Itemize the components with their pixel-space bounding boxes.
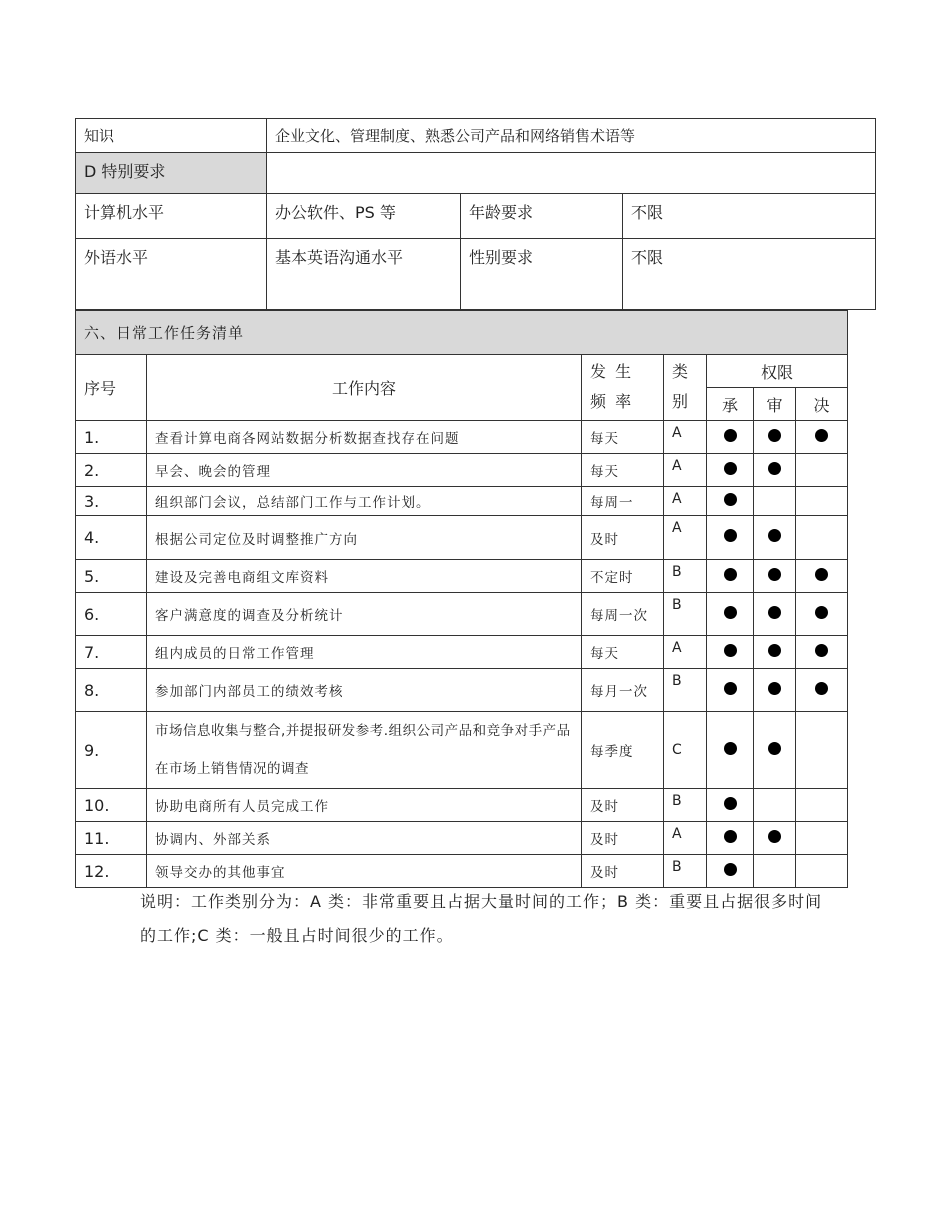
age-requirement-label: 年龄要求: [461, 194, 623, 239]
permission-do-cell: [707, 669, 754, 712]
task-category: B: [664, 789, 707, 822]
header-permission: 权限: [707, 355, 848, 388]
task-content: 参加部门内部员工的绩效考核: [147, 669, 582, 712]
task-content: 领导交办的其他事宜: [147, 855, 582, 888]
permission-decide-cell: [796, 712, 848, 789]
task-number: 11.: [76, 822, 147, 855]
task-content: 根据公司定位及时调整推广方向: [147, 516, 582, 560]
requirements-table: [75, 118, 876, 310]
filled-dot-icon: [768, 529, 781, 542]
permission-decide-cell: [796, 855, 848, 888]
permission-review-cell: [754, 636, 796, 669]
task-row: [76, 855, 848, 888]
permission-review-cell: [754, 421, 796, 454]
language-level-label: 外语水平: [76, 239, 267, 310]
task-number: 6.: [76, 593, 147, 636]
filled-dot-icon: [724, 863, 737, 876]
permission-do-cell: [707, 454, 754, 487]
filled-dot-icon: [768, 606, 781, 619]
filled-dot-icon: [815, 644, 828, 657]
language-level-value: 基本英语沟通水平: [267, 239, 461, 310]
task-category: B: [664, 855, 707, 888]
task-frequency: 每天: [582, 421, 664, 454]
header-frequency: 发 生 频 率: [582, 355, 664, 421]
computer-level-label: 计算机水平: [76, 194, 267, 239]
filled-dot-icon: [768, 830, 781, 843]
filled-dot-icon: [724, 429, 737, 442]
task-frequency: 每周一: [582, 487, 664, 516]
task-number: 1.: [76, 421, 147, 454]
permission-decide-cell: [796, 516, 848, 560]
task-frequency: 每天: [582, 636, 664, 669]
header-perm-review: 审: [754, 388, 796, 421]
task-frequency: 每季度: [582, 712, 664, 789]
task-category: B: [664, 593, 707, 636]
task-list-table: [75, 310, 848, 888]
permission-review-cell: [754, 712, 796, 789]
task-row: [76, 822, 848, 855]
permission-review-cell: [754, 593, 796, 636]
task-rows: [76, 421, 848, 888]
task-row: [76, 516, 848, 560]
permission-review-cell: [754, 822, 796, 855]
permission-review-cell: [754, 516, 796, 560]
task-row: [76, 593, 848, 636]
permission-review-cell: [754, 560, 796, 593]
task-frequency: 每月一次: [582, 669, 664, 712]
filled-dot-icon: [724, 797, 737, 810]
task-category: A: [664, 454, 707, 487]
task-content: 早会、晚会的管理: [147, 454, 582, 487]
permission-do-cell: [707, 822, 754, 855]
filled-dot-icon: [724, 568, 737, 581]
language-gender-row: [76, 239, 876, 310]
special-requirements-row: [76, 153, 876, 194]
task-content: 建设及完善电商组文库资料: [147, 560, 582, 593]
section-title: 六、日常工作任务清单: [76, 311, 848, 355]
task-number: 2.: [76, 454, 147, 487]
computer-level-value: 办公软件、PS 等: [267, 194, 461, 239]
task-frequency: 及时: [582, 855, 664, 888]
task-number: 7.: [76, 636, 147, 669]
filled-dot-icon: [768, 742, 781, 755]
task-number: 10.: [76, 789, 147, 822]
permission-review-cell: [754, 855, 796, 888]
task-category: A: [664, 421, 707, 454]
task-category: A: [664, 487, 707, 516]
section-title-row: [76, 311, 848, 355]
knowledge-label: 知识: [76, 119, 267, 153]
task-number: 12.: [76, 855, 147, 888]
header-perm-decide: 决: [796, 388, 848, 421]
task-frequency: 每天: [582, 454, 664, 487]
task-content: 查看计算电商各网站数据分析数据查找存在问题: [147, 421, 582, 454]
permission-do-cell: [707, 593, 754, 636]
filled-dot-icon: [724, 682, 737, 695]
task-row: [76, 712, 848, 789]
knowledge-row: [76, 119, 876, 153]
task-number: 9.: [76, 712, 147, 789]
permission-decide-cell: [796, 789, 848, 822]
age-requirement-value: 不限: [623, 194, 876, 239]
permission-decide-cell: [796, 822, 848, 855]
filled-dot-icon: [724, 742, 737, 755]
permission-decide-cell: [796, 454, 848, 487]
permission-decide-cell: [796, 593, 848, 636]
permission-do-cell: [707, 789, 754, 822]
permission-do-cell: [707, 855, 754, 888]
filled-dot-icon: [815, 568, 828, 581]
task-frequency: 每周一次: [582, 593, 664, 636]
permission-review-cell: [754, 669, 796, 712]
task-content: 组织部门会议，总结部门工作与工作计划。: [147, 487, 582, 516]
task-category: A: [664, 516, 707, 560]
permission-decide-cell: [796, 421, 848, 454]
filled-dot-icon: [815, 606, 828, 619]
permission-decide-cell: [796, 560, 848, 593]
task-number: 8.: [76, 669, 147, 712]
permission-do-cell: [707, 487, 754, 516]
header-category: 类 别: [664, 355, 707, 421]
task-content: 客户满意度的调查及分析统计: [147, 593, 582, 636]
task-category: B: [664, 669, 707, 712]
task-row: [76, 669, 848, 712]
filled-dot-icon: [768, 644, 781, 657]
task-category: B: [664, 560, 707, 593]
permission-decide-cell: [796, 669, 848, 712]
task-content: 协助电商所有人员完成工作: [147, 789, 582, 822]
permission-review-cell: [754, 487, 796, 516]
task-number: 4.: [76, 516, 147, 560]
task-number: 3.: [76, 487, 147, 516]
permission-review-cell: [754, 454, 796, 487]
header-perm-do: 承: [707, 388, 754, 421]
filled-dot-icon: [724, 644, 737, 657]
permission-decide-cell: [796, 636, 848, 669]
task-frequency: 及时: [582, 789, 664, 822]
task-category: C: [664, 712, 707, 789]
task-content: 协调内、外部关系: [147, 822, 582, 855]
task-category: A: [664, 636, 707, 669]
gender-requirement-label: 性别要求: [461, 239, 623, 310]
task-row: [76, 454, 848, 487]
filled-dot-icon: [768, 682, 781, 695]
header-seq: 序号: [76, 355, 147, 421]
knowledge-value: 企业文化、管理制度、熟悉公司产品和网络销售术语等: [267, 119, 876, 153]
header-content: 工作内容: [147, 355, 582, 421]
filled-dot-icon: [724, 606, 737, 619]
filled-dot-icon: [724, 462, 737, 475]
permission-review-cell: [754, 789, 796, 822]
task-frequency: 及时: [582, 822, 664, 855]
gender-requirement-value: 不限: [623, 239, 876, 310]
task-content: 组内成员的日常工作管理: [147, 636, 582, 669]
task-category: A: [664, 822, 707, 855]
permission-do-cell: [707, 636, 754, 669]
special-requirements-label: D 特别要求: [76, 153, 267, 194]
task-row: [76, 487, 848, 516]
task-row: [76, 789, 848, 822]
permission-do-cell: [707, 421, 754, 454]
permission-decide-cell: [796, 487, 848, 516]
computer-age-row: [76, 194, 876, 239]
category-note: 说明：工作类别分为：A 类：非常重要且占据大量时间的工作；B 类：重要且占据很多时间的工作;C 类：一般且占时间很少的工作。: [140, 892, 823, 945]
filled-dot-icon: [815, 682, 828, 695]
task-row: [76, 560, 848, 593]
permission-do-cell: [707, 560, 754, 593]
task-content: 市场信息收集与整合,并提报研发参考.组织公司产品和竞争对手产品在市场上销售情况的调查: [147, 712, 582, 789]
filled-dot-icon: [815, 429, 828, 442]
header-row: [76, 355, 848, 388]
task-frequency: 不定时: [582, 560, 664, 593]
task-row: [76, 421, 848, 454]
task-number: 5.: [76, 560, 147, 593]
special-requirements-value: [267, 153, 876, 194]
filled-dot-icon: [768, 429, 781, 442]
permission-do-cell: [707, 712, 754, 789]
permission-do-cell: [707, 516, 754, 560]
task-frequency: 及时: [582, 516, 664, 560]
task-row: [76, 636, 848, 669]
filled-dot-icon: [768, 568, 781, 581]
filled-dot-icon: [724, 493, 737, 506]
filled-dot-icon: [768, 462, 781, 475]
filled-dot-icon: [724, 830, 737, 843]
filled-dot-icon: [724, 529, 737, 542]
